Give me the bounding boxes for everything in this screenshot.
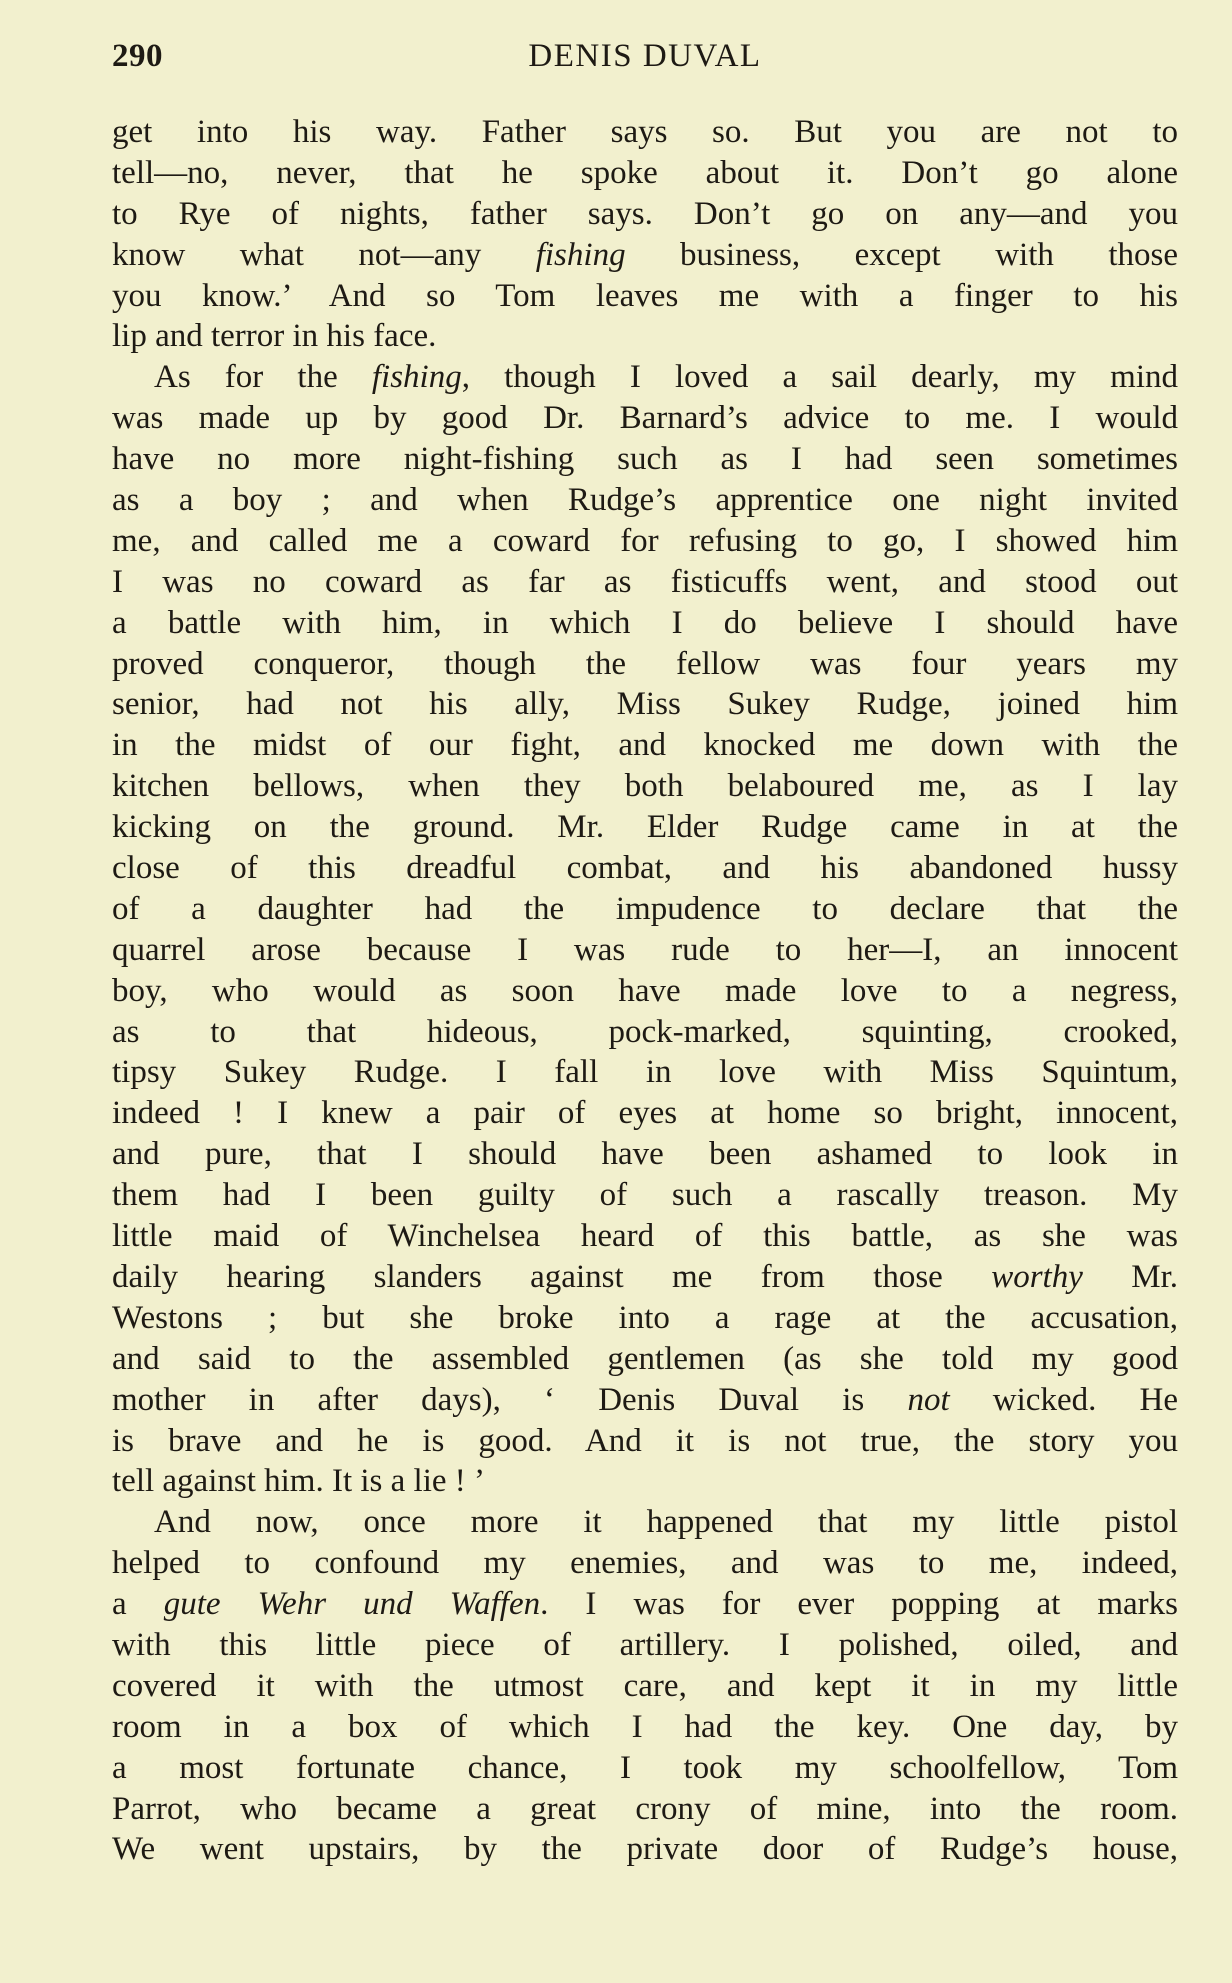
text-line: daily hearing slanders against me from those worthy Mr. (112, 1258, 1178, 1295)
italic-emphasis: worthy (991, 1258, 1083, 1295)
text-line: know what not—any fishing business, except with those (112, 236, 1178, 273)
text-line: a battle with him, in which I do believe I should have (112, 604, 1178, 641)
text-line: as a boy ; and when Rudge’s apprentice one night invited (112, 482, 1178, 519)
body-text (112, 112, 1178, 1870)
italic-emphasis: gute Wehr und Waffen (163, 1586, 541, 1623)
text-line: tell—no, never, that he spoke about it. Don’t go alone (112, 154, 1178, 191)
text-line: get into his way. Father says so. But you are not to (112, 114, 1178, 150)
text-line: and pure, that I should have been ashamed to look in (112, 1136, 1178, 1173)
text-line: you know.’ And so Tom leaves me with a finger to his (112, 277, 1178, 314)
text-line: a most fortunate chance, I took my schoolfellow, Tom (112, 1749, 1178, 1786)
text-line: Westons ; but she broke into a rage at the accusation, (112, 1299, 1178, 1336)
page-header (112, 38, 1178, 82)
text-line: proved conqueror, though the fellow was four years my (112, 645, 1178, 682)
text-line: lip and terror in his face. (112, 318, 437, 355)
text-line: me, and called me a coward for refusing to go, I showed him (112, 522, 1178, 559)
text-line: senior, had not his ally, Miss Sukey Rudge, joined him (112, 686, 1178, 723)
text-line: kitchen bellows, when they both belaboured me, as I lay (112, 768, 1178, 805)
text-line: quarrel arose because I was rude to her—I, an innocent (112, 931, 1178, 968)
text-line: them had I been guilty of such a rascally treason. My (112, 1177, 1178, 1214)
text-line: of a daughter had the impudence to declare that the (112, 890, 1178, 927)
text-line: Parrot, who became a great crony of mine, into the room. (112, 1790, 1178, 1827)
text-line: boy, who would as soon have made love to a negress, (112, 972, 1178, 1009)
italic-emphasis: fishing (371, 359, 462, 396)
text-line: As for the fishing, though I loved a sail dearly, my mind (154, 359, 1179, 396)
text-line: We went upstairs, by the private door of Rudge’s house, (112, 1831, 1178, 1868)
text-line: I was no coward as far as fisticuffs went, and stood out (112, 563, 1178, 600)
text-line: And now, once more it happened that my little pistol (154, 1504, 1178, 1541)
text-line: in the midst of our fight, and knocked me down with the (112, 727, 1178, 764)
italic-emphasis: not (907, 1381, 950, 1418)
text-line: is brave and he is good. And it is not true, the story you (112, 1422, 1178, 1459)
text-line: little maid of Winchelsea heard of this battle, as she was (112, 1218, 1178, 1255)
italic-emphasis: fishing (535, 236, 626, 273)
text-line: mother in after days), ‘ Denis Duval is not wicked. He (112, 1381, 1179, 1418)
page-number: 290 (112, 38, 163, 74)
text-line: indeed ! I knew a pair of eyes at home so bright, innocent, (112, 1095, 1178, 1132)
running-title: DENIS DUVAL (528, 38, 762, 74)
text-line: tipsy Sukey Rudge. I fall in love with Miss Squintum, (112, 1054, 1178, 1091)
text-line: a gute Wehr und Waffen. I was for ever popping at marks (112, 1586, 1179, 1623)
text-line: kicking on the ground. Mr. Elder Rudge came in at the (112, 809, 1178, 846)
text-line: as to that hideous, pock-marked, squinting, crooked, (112, 1013, 1178, 1050)
text-line: have no more night-fishing such as I had seen sometimes (112, 441, 1178, 478)
text-line: with this little piece of artillery. I polished, oiled, and (112, 1626, 1178, 1663)
text-line: helped to confound my enemies, and was to me, indeed, (112, 1545, 1178, 1582)
text-line: tell against him. It is a lie ! ’ (112, 1463, 485, 1500)
text-line: and said to the assembled gentlemen (as she told my good (112, 1340, 1178, 1377)
text-line: close of this dreadful combat, and his abandoned hussy (112, 850, 1178, 887)
text-line: covered it with the utmost care, and kept it in my little (112, 1667, 1178, 1704)
text-line: was made up by good Dr. Barnard’s advice to me. I would (112, 400, 1178, 437)
text-line: to Rye of nights, father says. Don’t go on any—and you (112, 195, 1178, 232)
text-line: room in a box of which I had the key. One day, by (112, 1708, 1178, 1745)
